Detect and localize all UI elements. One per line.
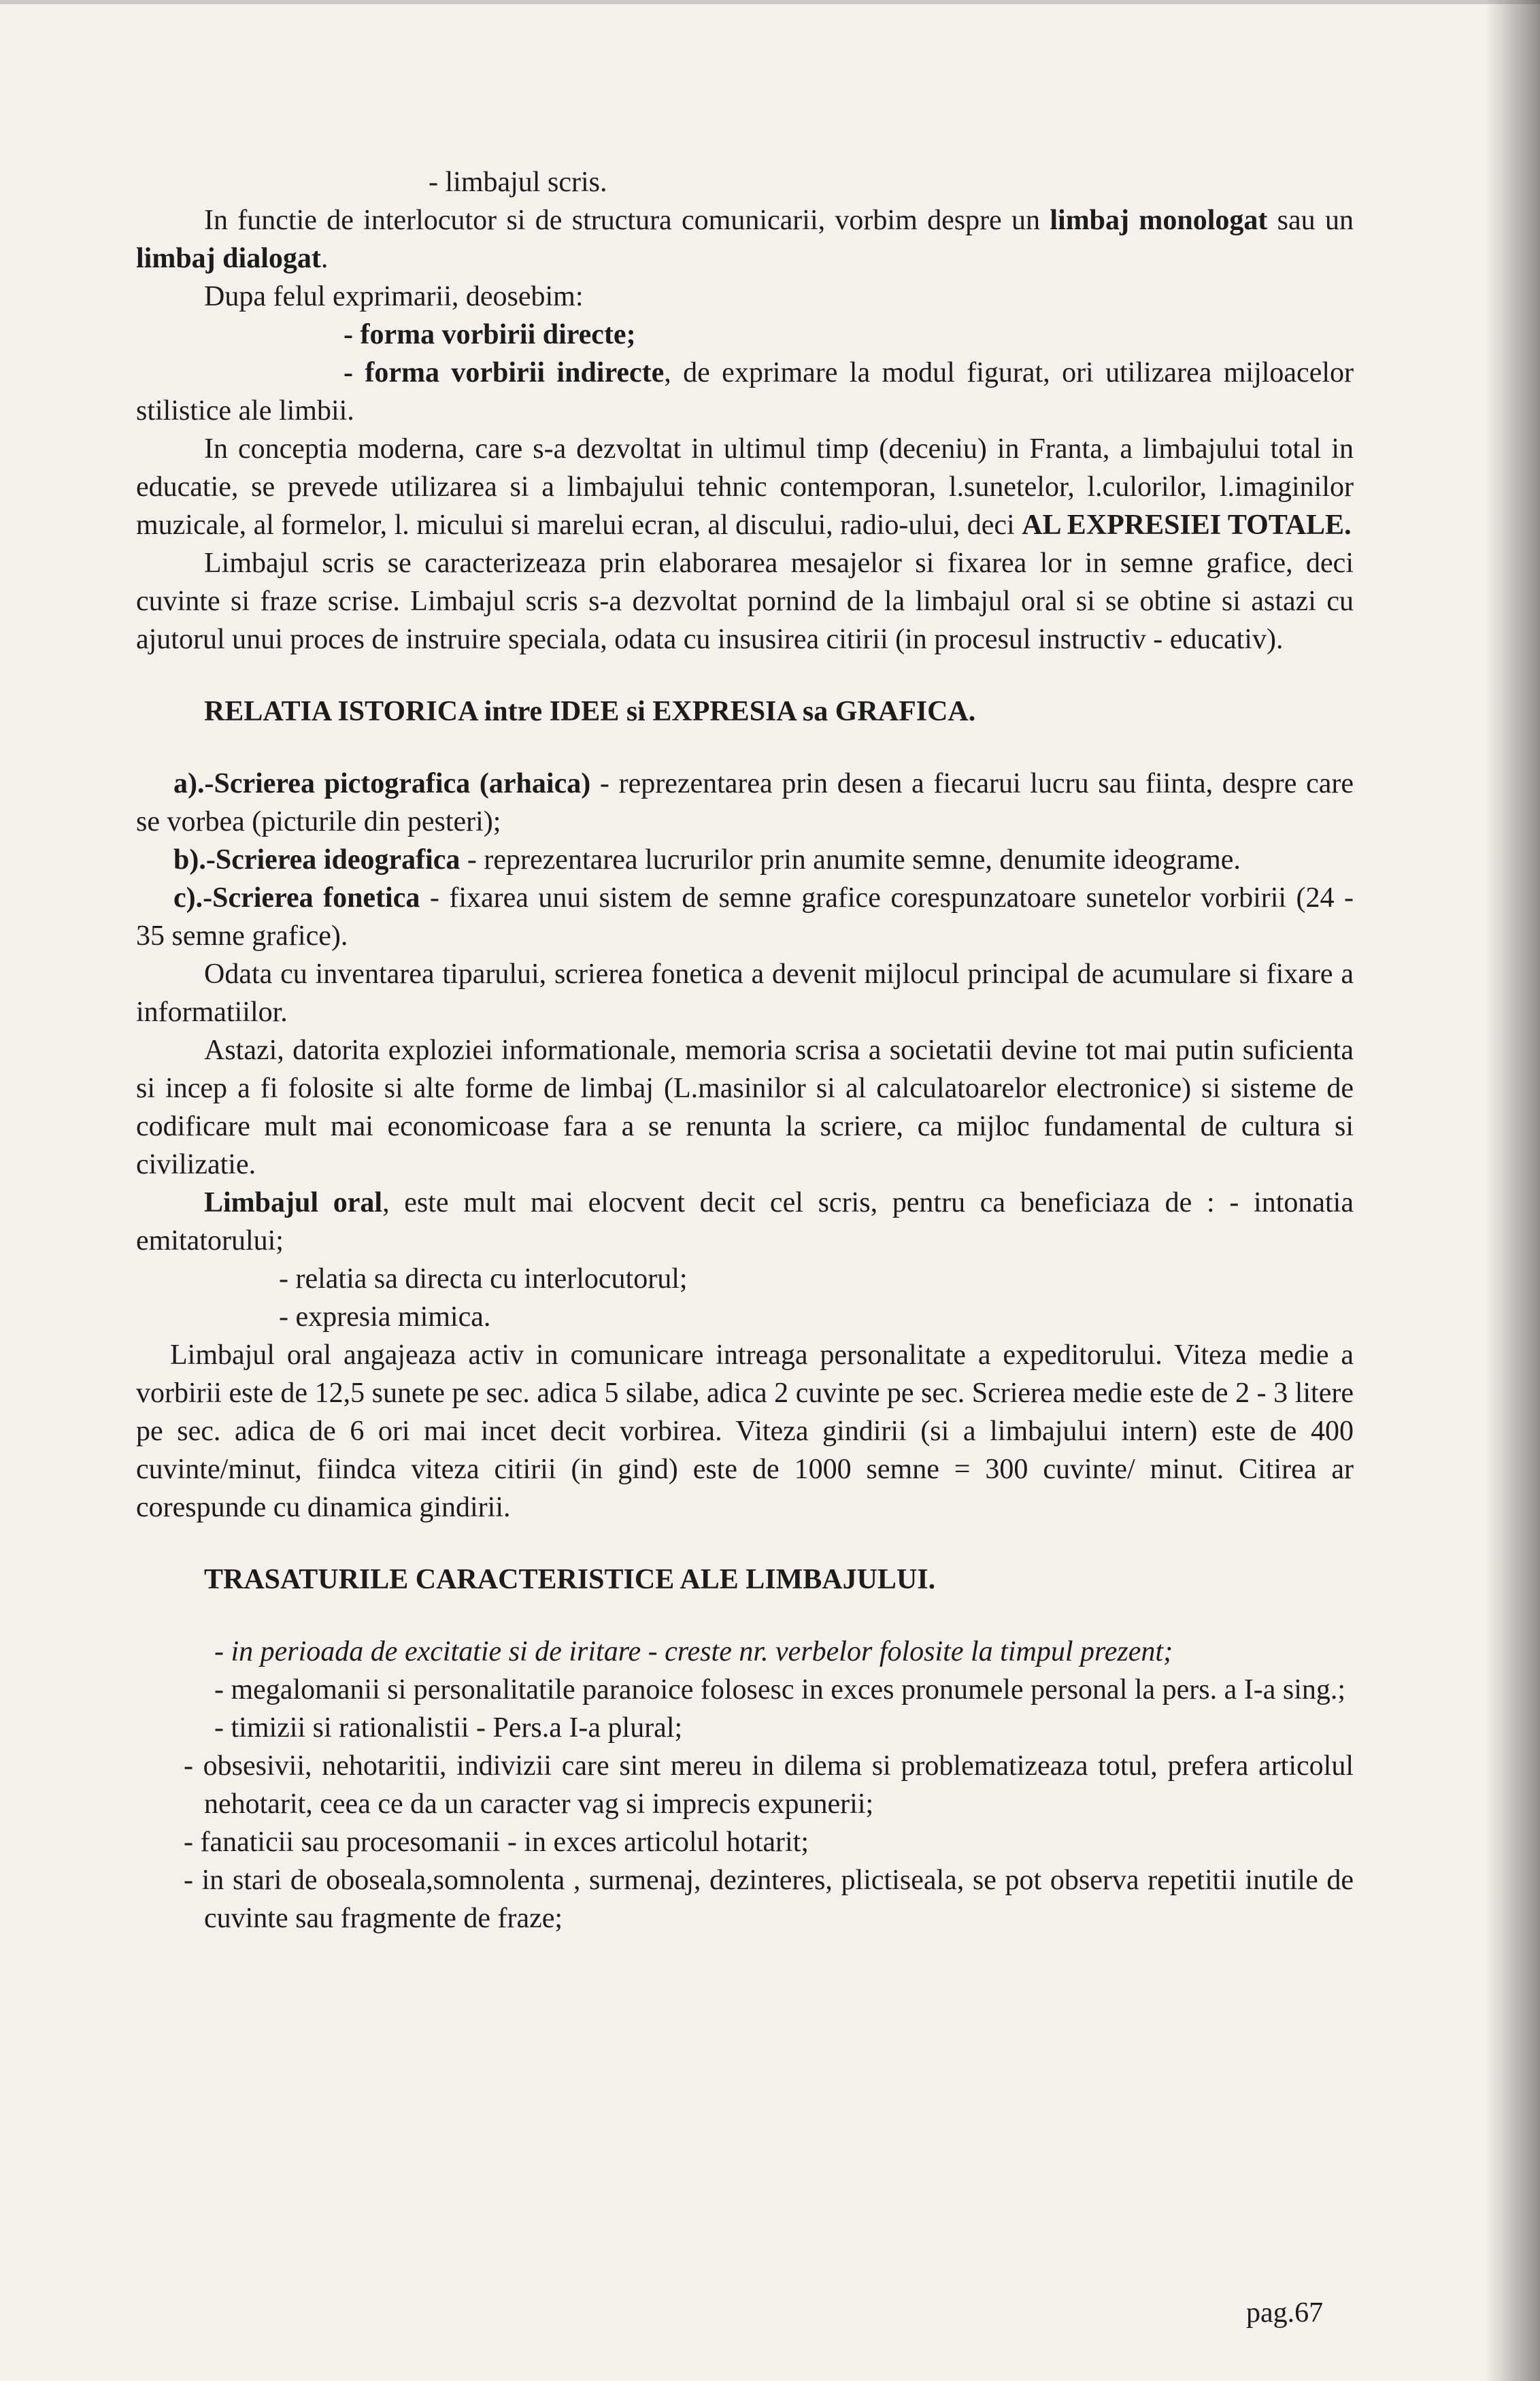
paragraph-limbajul-scris-def: Limbajul scris se caracterizeaza prin elaborarea mesajelor si fixarea lor in semne grafice, deci cuvinte si fraze scrise. Limbajul scris s-a dezvoltat pornind de la limbajul oral si se obtine si astazi cu ajutorul unui proces de instruire speciala, odata cu insusirea citirii (in procesul instructiv - educativ). xyxy=(136,548,1354,655)
paragraph-limbajul-scris: - limbajul scris. xyxy=(429,167,607,198)
text-run: , este mult mai elocvent decit cel scris, pentru ca beneficiaza de : - intonatia emitatorului; xyxy=(136,1187,1354,1256)
term-limbaj-monologat: limbaj monologat xyxy=(1050,205,1268,236)
list-item-expresia-mimica: - expresia mimica. xyxy=(279,1301,491,1333)
text-run: In conceptia moderna, care s-a dezvoltat in ultimul timp (deceniu) in Franta, a limbajului total in educatie, se prevede utilizarea si a limbajului tehnic contemporan, l.sunetelor, l.culorilor, l.imaginilor muzicale, al formelor, l. micului si marelui ecran, al discului, radio-ului, deci xyxy=(136,433,1354,541)
paragraph-tiparului: Odata cu inventarea tiparului, scrierea fonetica a devenit mijlocul principal de acumulare si fixare a informatiilor. xyxy=(136,959,1354,1028)
label-fonetica: c).-Scrierea fonetica xyxy=(173,882,420,914)
list-item-forma-directa: - forma vorbirii directe; xyxy=(344,319,636,350)
heading-relatia-istorica: RELATIA ISTORICA intre IDEE si EXPRESIA sa GRAFICA. xyxy=(204,696,976,727)
traits-list xyxy=(136,1633,1354,1937)
page-body xyxy=(136,163,1354,1937)
page-top-edge xyxy=(0,0,1540,4)
list-item-fonetica xyxy=(136,879,1354,955)
label-ideografica: b).-Scrierea ideografica xyxy=(173,844,461,876)
heading-trasaturile: TRASATURILE CARACTERISTICE ALE LIMBAJULUI. xyxy=(204,1564,936,1595)
trait-item-fanaticii: - fanaticii sau procesomanii - in exces articolul hotarit; xyxy=(184,1827,809,1858)
trait-item-obsesivii: - obsesivii, nehotaritii, indivizii care sint mereu in dilema si problematizeaza totul, prefera articolul nehotarit, ceea ce da un caracter vag si imprecis expunerii; xyxy=(184,1750,1354,1820)
trait-item-excitatie: - in perioada de excitatie si de iritare - creste nr. verbelor folosite la timpul prezent; xyxy=(214,1636,1173,1667)
label-pictografica: a).-Scrierea pictografica (arhaica) xyxy=(173,768,591,799)
page-number: pag.67 xyxy=(1246,2297,1324,2329)
trait-item-timizii: - timizii si rationalistii - Pers.a I-a plural; xyxy=(214,1712,683,1744)
paragraph-felul-exprimarii: Dupa felul exprimarii, deosebim: xyxy=(204,281,584,312)
paragraph-conceptia-moderna xyxy=(136,430,1354,544)
list-item-pictografica xyxy=(136,765,1354,841)
text-run: sau un xyxy=(1267,205,1354,236)
paragraph-interlocutor xyxy=(136,201,1354,278)
list-item-relatia-directa: - relatia sa directa cu interlocutorul; xyxy=(279,1263,688,1295)
trait-item-oboseala: - in stari de oboseala,somnolenta , surmenaj, dezinteres, plictiseala, se pot observa repetitii inutile de cuvinte sau fragmente de fraze; xyxy=(184,1865,1354,1934)
paragraph-viteza: Limbajul oral angajeaza activ in comunicare intreaga personalitate a expeditorului. Viteza medie a vorbirii este de 12,5 sunete pe sec. adica 5 silabe, adica 2 cuvinte pe sec. Scrierea medie este de 2 - 3 litere pe sec. adica de 6 ori mai incet decit vorbirea. Viteza gindirii (si a limbajului intern) este de 400 cuvinte/minut, fiindca viteza citirii (in gind) este de 1000 semne = 300 cuvinte/ minut. Citirea ar corespunde cu dinamica gindirii. xyxy=(136,1339,1354,1523)
term-limbaj-dialogat: limbaj dialogat xyxy=(136,243,321,274)
list-item-forma-indirecta xyxy=(136,354,1354,430)
text-run: - fixarea unui sistem de semne grafice corespunzatoare sunetelor vorbirii (24 - 35 semne grafice). xyxy=(136,882,1354,952)
text-run: - reprezentarea lucrurilor prin anumite semne, denumite ideograme. xyxy=(460,844,1241,876)
book-gutter-shadow xyxy=(1486,0,1540,2381)
term-forma-indirecta: - forma vorbirii indirecte xyxy=(344,357,665,388)
list-item-ideografica xyxy=(136,841,1354,879)
trait-item-megalomanii: - megalomanii si personalitatile paranoice folosesc in exces pronumele personal la pers. a I-a sing.; xyxy=(214,1674,1346,1705)
term-expresiei-totale: AL EXPRESIEI TOTALE. xyxy=(1022,510,1352,541)
text-run: . xyxy=(320,243,329,274)
term-limbajul-oral: Limbajul oral xyxy=(204,1187,383,1218)
text-run: , de exprimare la modul figurat, ori utilizarea mijloacelor stilistice ale limbii. xyxy=(136,357,1354,427)
text-run: - reprezentarea prin desen a fiecarui lucru sau fiinta, despre care se vorbea (picturile din pesteri); xyxy=(136,768,1354,837)
text-run: In functie de interlocutor si de structura comunicarii, vorbim despre un xyxy=(204,205,1050,236)
paragraph-astazi: Astazi, datorita exploziei informationale, memoria scrisa a societatii devine tot mai putin suficienta si incep a fi folosite si alte forme de limbaj (L.masinilor si al calculatoarelor electronice) si sisteme de codificare mult mai economicoase fara a se renunta la scriere, ca mijloc fundamental de cultura si civilizatie. xyxy=(136,1035,1354,1180)
paragraph-limbajul-oral xyxy=(136,1184,1354,1260)
